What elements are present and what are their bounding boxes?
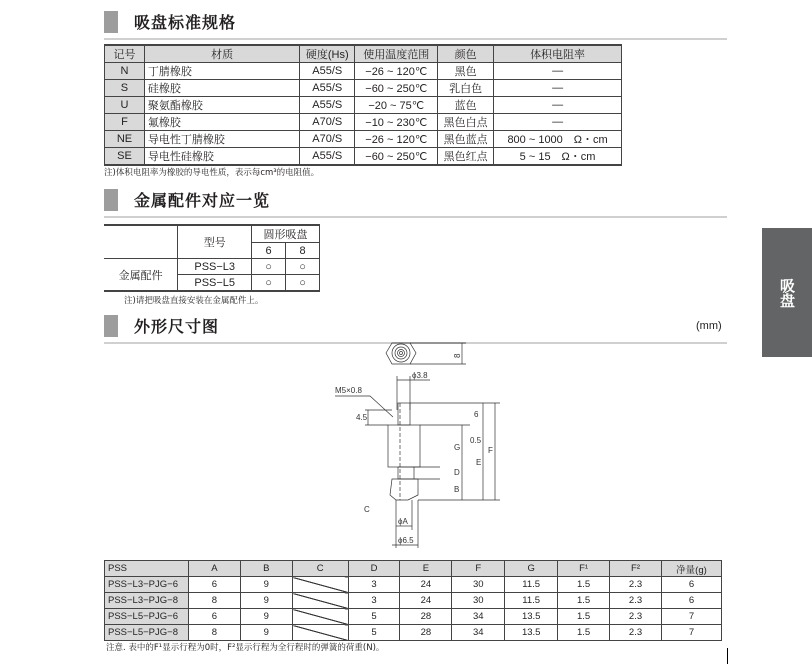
table-cell: 9 [240, 593, 292, 609]
model-cell: PSS−L3 [178, 259, 252, 275]
divider [727, 648, 728, 664]
table-cell: 5 [348, 609, 400, 625]
table-cell: — [494, 80, 622, 97]
table-cell: A70/S [300, 131, 355, 148]
table-row [105, 609, 722, 625]
table-cell: 6 [661, 593, 721, 609]
col-header: 使用温度范围 [355, 45, 438, 63]
table-cell: 黑色红点 [438, 148, 494, 166]
table-cell: A55/S [300, 97, 355, 114]
table-cell: 8 [188, 593, 240, 609]
col-header: D [348, 561, 400, 577]
fittings-table [104, 224, 320, 292]
table-cell: −60 ~ 250℃ [355, 148, 438, 166]
table-cell: 2.3 [610, 577, 662, 593]
dimension-table [104, 560, 722, 641]
col-header: G [505, 561, 558, 577]
compat-cell: ○ [286, 259, 320, 275]
table-cell: −26 ~ 120℃ [355, 131, 438, 148]
col-header: E [400, 561, 452, 577]
table-cell: 9 [240, 625, 292, 641]
section-title: 金属配件对应一览 [134, 191, 271, 210]
table-cell: 6 [661, 577, 721, 593]
table-cell: NE [105, 131, 145, 148]
col-header: F¹ [558, 561, 610, 577]
table-row [105, 97, 622, 114]
table-row [105, 625, 722, 641]
table-cell: F [105, 114, 145, 131]
table-header [105, 561, 722, 577]
table-cell: — [494, 63, 622, 80]
table-cell: 2.3 [610, 609, 662, 625]
table-cell: 7 [661, 609, 721, 625]
spec-note: 注)体积电阻率为橡胶的导电性质，表示每cm³的电阻值。 [104, 168, 320, 178]
table-cell: 24 [400, 577, 452, 593]
table-cell: A55/S [300, 148, 355, 166]
table-cell: 1.5 [558, 609, 610, 625]
table-cell: 丁腈橡胶 [144, 63, 299, 80]
model-header: 型号 [178, 225, 252, 259]
dim-d38: ϕ3.8 [412, 371, 428, 380]
table-cell: 13.5 [505, 625, 558, 641]
table-cell: 34 [452, 625, 505, 641]
dim-E: E [476, 458, 482, 467]
table-cell: 聚氨酯橡胶 [144, 97, 299, 114]
table-cell: 8 [188, 625, 240, 641]
dim-dA: ϕA [398, 517, 408, 526]
table-row [105, 63, 622, 80]
compat-cell: ○ [252, 259, 286, 275]
col-header: A [188, 561, 240, 577]
table-row [105, 114, 622, 131]
table-cell: 2.3 [610, 625, 662, 641]
table-cell: 11.5 [505, 593, 558, 609]
table-cell: −20 ~ 75℃ [355, 97, 438, 114]
table-cell: 硅橡胶 [144, 80, 299, 97]
table-cell: 2.3 [610, 593, 662, 609]
table-cell: SE [105, 148, 145, 166]
table-cell: 30 [452, 577, 505, 593]
table-cell: 28 [400, 609, 452, 625]
spec-table [104, 44, 622, 166]
table-cell: 7 [661, 625, 721, 641]
dim-8: 8 [453, 353, 462, 358]
pad-header: 圆形吸盘 [252, 225, 320, 243]
table-row [105, 148, 622, 166]
model-cell: PSS−L5 [178, 275, 252, 292]
table-cell: 1.5 [558, 625, 610, 641]
table-cell: 黑色蓝点 [438, 131, 494, 148]
table-cell [292, 577, 348, 593]
table-cell: 28 [400, 625, 452, 641]
size-6: 6 [252, 243, 286, 259]
table-cell: S [105, 80, 145, 97]
table-cell: 34 [452, 609, 505, 625]
table-cell: 24 [400, 593, 452, 609]
dim-d65: ϕ6.5 [398, 536, 414, 545]
table-cell [292, 625, 348, 641]
table-cell: 5 [348, 625, 400, 641]
table-cell: PSS−L5−PJG−8 [105, 625, 189, 641]
col-header: B [240, 561, 292, 577]
table-cell: PSS−L3−PJG−6 [105, 577, 189, 593]
compat-cell: ○ [252, 275, 286, 292]
table-cell: — [494, 114, 622, 131]
size-8: 8 [286, 243, 320, 259]
table-cell: −10 ~ 230℃ [355, 114, 438, 131]
table-cell: 1.5 [558, 577, 610, 593]
table-cell: A55/S [300, 80, 355, 97]
table-cell: 6 [188, 609, 240, 625]
col-header: 净量(g) [661, 561, 721, 577]
thread-label: M5×0.8 [335, 386, 362, 395]
section-header-spec [104, 8, 727, 40]
col-header: F [452, 561, 505, 577]
dimension-note: 注意. 表中的F¹显示行程为0时，F²显示行程为全行程时的弹簧的荷重(N)。 [106, 643, 385, 653]
table-cell: 9 [240, 609, 292, 625]
table-cell: 导电性丁腈橡胶 [144, 131, 299, 148]
table-cell: 30 [452, 593, 505, 609]
dimension-drawing [320, 340, 520, 555]
table-cell: 黑色白点 [438, 114, 494, 131]
fittings-note: 注)请把吸盘直接安装在金属配件上。 [124, 296, 264, 306]
section-header-fittings [104, 186, 727, 218]
table-cell: 11.5 [505, 577, 558, 593]
table-cell: 6 [188, 577, 240, 593]
table-cell: 5 ~ 15 Ω・cm [494, 148, 622, 166]
col-header: 材质 [144, 45, 299, 63]
table-cell: 9 [240, 577, 292, 593]
compat-cell: ○ [286, 275, 320, 292]
group-label: 金属配件 [104, 259, 178, 292]
dim-45: 4.5 [356, 413, 368, 422]
table-cell: PSS−L3−PJG−8 [105, 593, 189, 609]
col-header: C [292, 561, 348, 577]
dim-D: D [454, 468, 460, 477]
table-cell: −26 ~ 120℃ [355, 63, 438, 80]
col-header: 硬度(Hs) [300, 45, 355, 63]
table-row [105, 80, 622, 97]
table-row [105, 131, 622, 148]
table-cell: 乳白色 [438, 80, 494, 97]
table-cell: 3 [348, 593, 400, 609]
section-title: 外形尺寸图 [134, 317, 220, 336]
table-cell: A70/S [300, 114, 355, 131]
unit-label: (mm) [696, 320, 722, 332]
col-header: PSS [105, 561, 189, 577]
table-cell: 800 ~ 1000 Ω・cm [494, 131, 622, 148]
col-header: 体积电阻率 [494, 45, 622, 63]
section-title: 吸盘标准规格 [134, 13, 237, 32]
dim-C: C [364, 505, 370, 514]
table-cell: N [105, 63, 145, 80]
table-cell: 13.5 [505, 609, 558, 625]
col-header: 记号 [105, 45, 145, 63]
table-cell: 导电性硅橡胶 [144, 148, 299, 166]
table-cell: 1.5 [558, 593, 610, 609]
side-tab-suction-cup[interactable]: 吸盘 [762, 228, 812, 357]
table-cell: 蓝色 [438, 97, 494, 114]
col-header: F² [610, 561, 662, 577]
table-cell: — [494, 97, 622, 114]
table-cell: −60 ~ 250℃ [355, 80, 438, 97]
table-cell [292, 593, 348, 609]
col-header: 颜色 [438, 45, 494, 63]
table-cell: 3 [348, 577, 400, 593]
dim-05: 0.5 [470, 436, 482, 445]
table-cell: PSS−L5−PJG−6 [105, 609, 189, 625]
table-cell: U [105, 97, 145, 114]
table-cell: 黑色 [438, 63, 494, 80]
table-row [105, 593, 722, 609]
table-cell [292, 609, 348, 625]
table-cell: 氟橡胶 [144, 114, 299, 131]
table-cell: A55/S [300, 63, 355, 80]
dim-F: F [488, 446, 493, 455]
dim-G: G [454, 443, 461, 452]
table-row [105, 577, 722, 593]
dim-B: B [454, 485, 460, 494]
table-header [105, 45, 622, 63]
dim-6: 6 [474, 410, 479, 419]
